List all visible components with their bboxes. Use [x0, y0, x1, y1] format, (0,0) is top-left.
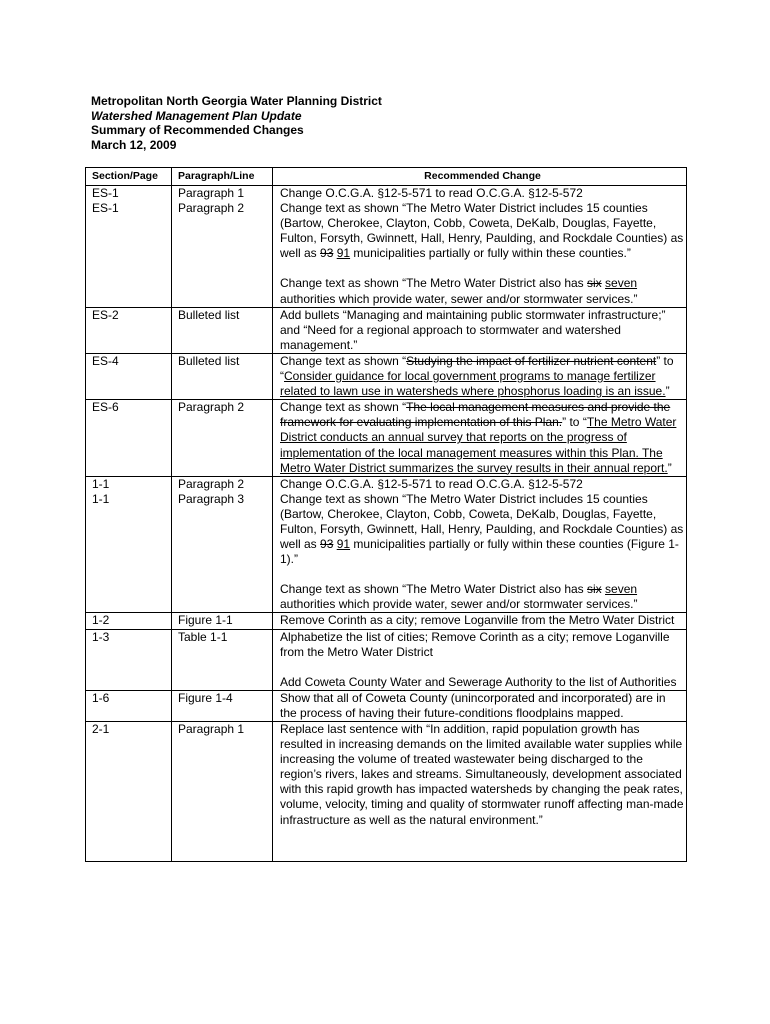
- table-row: [86, 353, 687, 399]
- paragraph-cell: Paragraph 2: [172, 476, 273, 492]
- deleted-text: six: [587, 582, 602, 597]
- table-row: [86, 400, 687, 476]
- change-paragraph: Add Coweta County Water and Sewerage Authority to the list of Authorities: [280, 674, 677, 689]
- section-cell: ES-1: [86, 186, 172, 202]
- change-paragraph: Change O.C.G.A. §12-5-571 to read O.C.G.A. §12-5-572: [280, 186, 583, 200]
- summary-title: Summary of Recommended Changes: [91, 123, 304, 137]
- plan-title: Watershed Management Plan Update: [91, 108, 302, 123]
- paragraph-cell: Table 1-1: [172, 629, 273, 690]
- paragraph-cell: Paragraph 1: [172, 722, 273, 862]
- column-header-paragraph: Paragraph/Line: [172, 168, 273, 186]
- deleted-text: 93: [320, 537, 334, 552]
- change-paragraph: Change text as shown “The Metro Water District includes 15 counties (Bartow, Cherokee, Clayton, Cobb, Coweta, DeKalb, Douglas, Fayette, Fulton, Forsyth, Gwinnett, Hall, Henry, Paulding, and Rockdale Counties) as well as 93 91 municipalities partially or fully within these counties (Figure 1-1).”: [280, 491, 684, 567]
- changes-table: [85, 167, 687, 862]
- table-row: [86, 307, 687, 353]
- table-row: [86, 690, 687, 721]
- table-row: [86, 722, 687, 862]
- deleted-text: The local management measures and provide the framework for evaluating implementation of this Plan.: [280, 400, 671, 430]
- section-cell: ES-1: [86, 201, 172, 307]
- change-paragraph: Change text as shown “Studying the impact of fertilizer nutrient content” to “Consider guidance for local government programs to manage fertilizer related to lawn use in watersheds where phosphorus loading is an issue.”: [280, 353, 674, 399]
- change-paragraph: Alphabetize the list of cities; Remove Corinth as a city; remove Loganville from the Metro Water District: [280, 629, 670, 659]
- inserted-text: seven: [605, 276, 638, 291]
- section-cell: 2-1: [86, 722, 172, 862]
- recommended-change-cell: [273, 722, 687, 862]
- recommended-change-cell: [273, 690, 687, 721]
- change-paragraph: Replace last sentence with “In addition, rapid population growth has resulted in increasing demands on the limited available water supplies while increasing the volume of treated wastewater being discharged to the region’s rivers, lakes and streams. Simultaneously, development associated with this rapid growth has impacted watersheds by changing the peak rates, volume, velocity, timing and quality of stormwater runoff affecting man-made infrastructure as well as the natural environment.”: [280, 722, 684, 827]
- paragraph-cell: Bulleted list: [172, 353, 273, 399]
- section-cell: 1-2: [86, 613, 172, 629]
- inserted-text: The Metro Water District conducts an annual survey that reports on the progress of implementation of the local management measures within this Plan. The Metro Water District summarizes the survey results in their annual report.: [280, 415, 677, 475]
- paragraph-cell: Bulleted list: [172, 307, 273, 353]
- recommended-change-cell: [273, 613, 687, 629]
- recommended-change-cell: [273, 353, 687, 399]
- table-header-row: [86, 168, 687, 186]
- recommended-change-cell: [273, 629, 687, 690]
- column-header-change: Recommended Change: [273, 168, 687, 186]
- change-paragraph: Change text as shown “The Metro Water District also has six seven authorities which provide water, sewer and/or stormwater services.”: [280, 276, 638, 306]
- change-paragraph: Change O.C.G.A. §12-5-571 to read O.C.G.A. §12-5-572: [280, 476, 583, 491]
- inserted-text: 91: [336, 537, 351, 552]
- section-cell: ES-4: [86, 353, 172, 399]
- paragraph-cell: Paragraph 1: [172, 186, 273, 202]
- document-header: [91, 94, 691, 152]
- inserted-text: seven: [605, 582, 638, 597]
- table-row: [86, 476, 687, 492]
- paragraph-cell: Figure 1-4: [172, 690, 273, 721]
- change-paragraph: Show that all of Coweta County (unincorporated and incorporated) are in the process of having their future-conditions floodplains mapped.: [280, 690, 666, 720]
- table-row: [86, 186, 687, 202]
- change-paragraph: Change text as shown “The Metro Water District includes 15 counties (Bartow, Cherokee, Clayton, Cobb, Coweta, DeKalb, Douglas, Fayette, Fulton, Forsyth, Gwinnett, Hall, Henry, Paulding, and Rockdale Counties) as well as 93 91 municipalities partially or fully within these counties.”: [280, 201, 684, 261]
- change-paragraph: Add bullets “Managing and maintaining public stormwater infrastructure;” and “Need for a regional approach to stormwater and watershed management.”: [280, 307, 666, 352]
- section-cell: ES-2: [86, 307, 172, 353]
- district-name: Metropolitan North Georgia Water Planning District: [91, 94, 382, 108]
- section-cell: 1-1: [86, 476, 172, 492]
- section-cell: 1-6: [86, 690, 172, 721]
- change-paragraph: Change text as shown “The local management measures and provide the framework for evaluating implementation of this Plan.” to “The Metro Water District conducts an annual survey that reports on the progress of implementation of the local management measures within this Plan. The Metro Water District summarizes the survey results in their annual report.”: [280, 400, 677, 475]
- table-row: [86, 613, 687, 629]
- recommended-change-cell: [273, 492, 687, 613]
- inserted-text: Consider guidance for local government programs to manage fertilizer related to lawn use in watersheds where phosphorus loading is an issue.: [280, 369, 666, 399]
- section-cell: 1-1: [86, 492, 172, 613]
- paragraph-cell: Paragraph 2: [172, 400, 273, 476]
- inserted-text: 91: [336, 246, 351, 261]
- paragraph-cell: Figure 1-1: [172, 613, 273, 629]
- recommended-change-cell: [273, 186, 687, 202]
- document-date: March 12, 2009: [91, 137, 177, 152]
- paragraph-cell: Paragraph 2: [172, 201, 273, 307]
- recommended-change-cell: [273, 201, 687, 307]
- table-row: [86, 629, 687, 690]
- recommended-change-cell: [273, 307, 687, 353]
- section-cell: ES-6: [86, 400, 172, 476]
- section-cell: 1-3: [86, 629, 172, 690]
- table-row: [86, 492, 687, 613]
- table-row: [86, 201, 687, 307]
- table-body: [86, 186, 687, 862]
- deleted-text: 93: [320, 246, 334, 261]
- change-paragraph: Change text as shown “The Metro Water District also has six seven authorities which provide water, sewer and/or stormwater services.”: [280, 582, 638, 612]
- paragraph-cell: Paragraph 3: [172, 492, 273, 613]
- column-header-section: Section/Page: [86, 168, 172, 186]
- recommended-change-cell: [273, 400, 687, 476]
- deleted-text: Studying the impact of fertilizer nutrient content: [406, 353, 657, 368]
- deleted-text: six: [587, 276, 602, 291]
- recommended-change-cell: [273, 476, 687, 492]
- change-paragraph: Remove Corinth as a city; remove Loganville from the Metro Water District: [280, 613, 675, 628]
